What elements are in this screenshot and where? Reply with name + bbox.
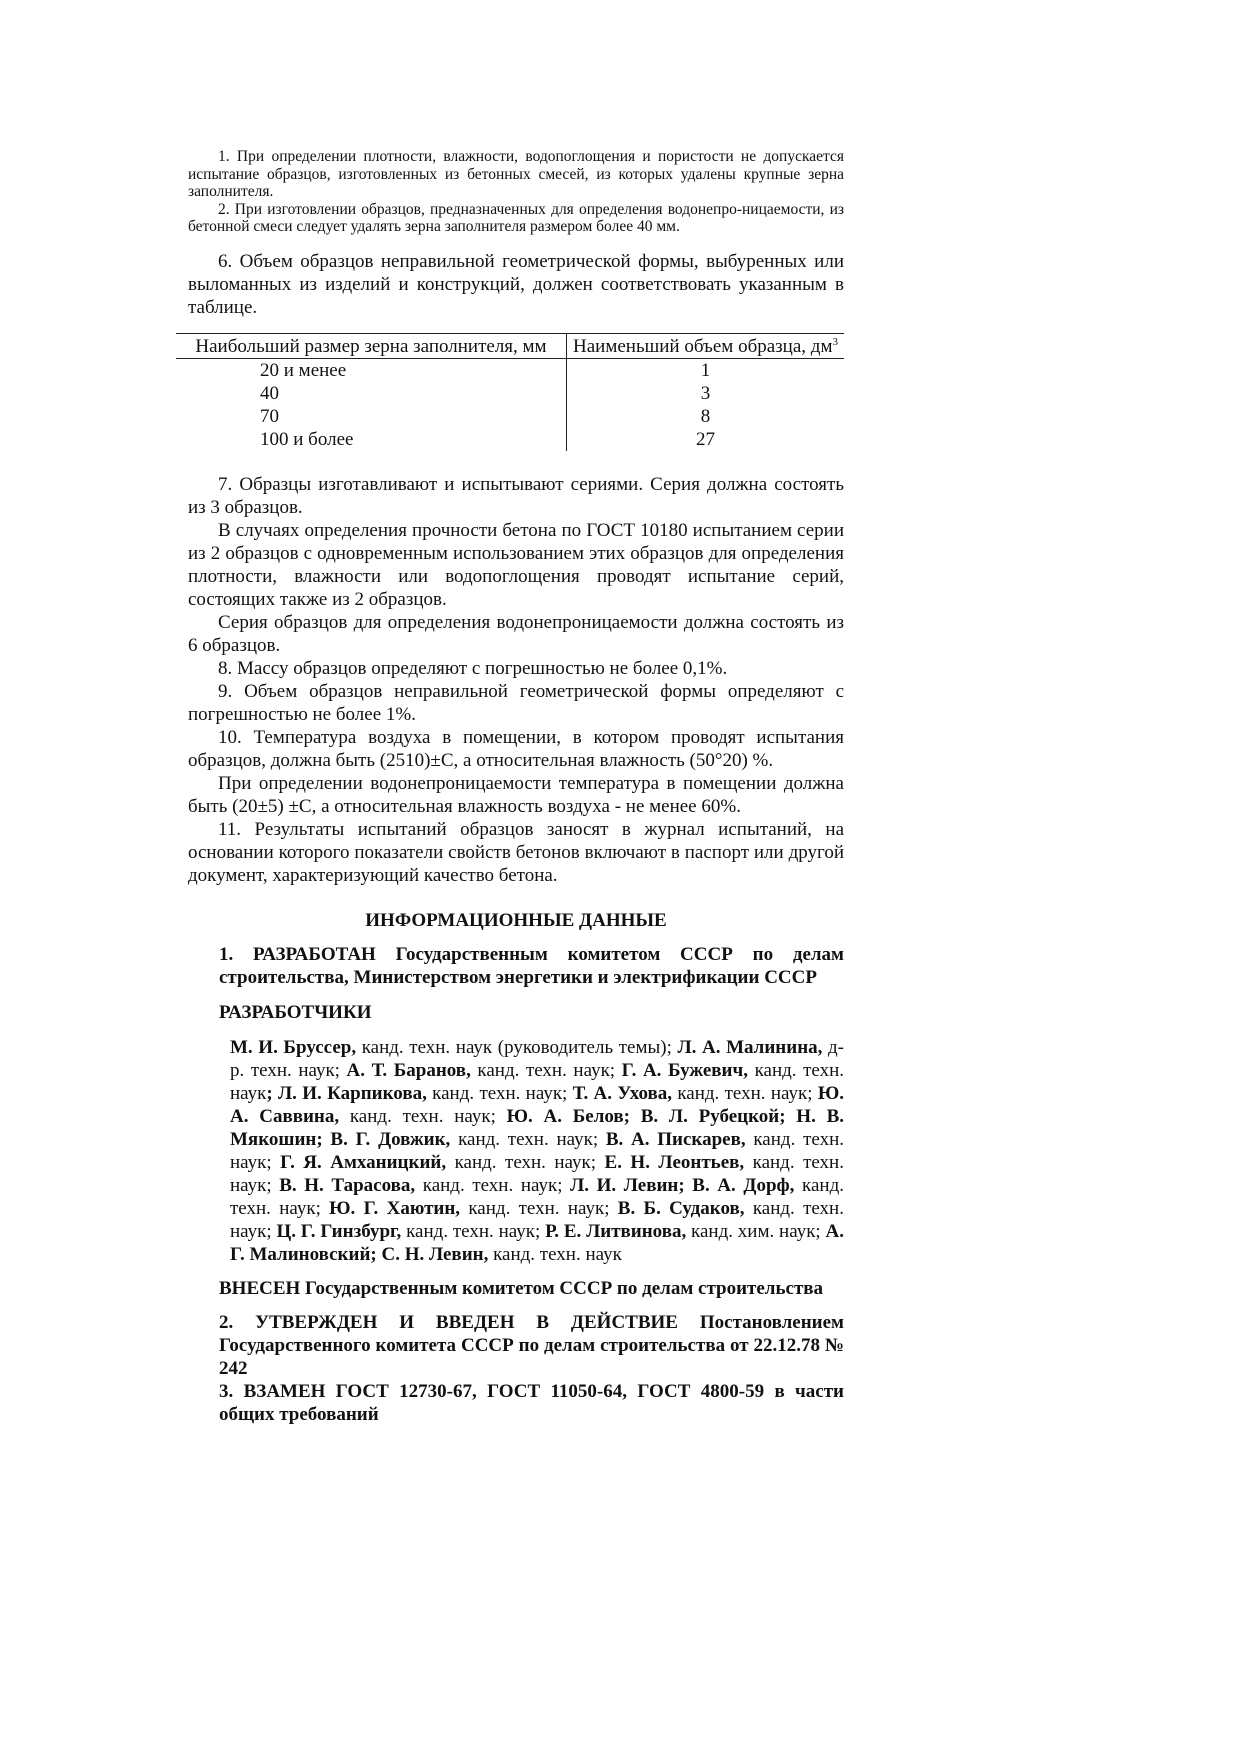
header-unit-superscript: 3 [832,335,838,348]
note-1: 1. При определении плотности, влажности, водопоглощения и пористости не допускается испытание образцов, изготовленных из бетонных смесей, из которых удалены крупные зерна заполнителя. [188,148,844,200]
author-degree: канд. техн. наук (руководитель темы); [356,1036,678,1058]
cell-min-volume: 1 [700,359,711,381]
cell-min-volume: 27 [696,428,715,450]
author-degree: канд. техн. наук; [230,1174,844,1219]
author-name: В. А. Пискарев, [605,1128,746,1150]
author-name: Л. И. Левин; В. А. Дорф, [570,1174,795,1196]
paragraph-7-waterproof: Серия образцов для определения водонепроницаемости должна состоять из 6 образцов. [188,611,844,656]
paragraph-6: 6. Объем образцов неправильной геометрической формы, выбуренных или выломанных из изделий и конструкций, должен соответствовать указанным в таблице. [188,250,844,318]
cell-grain-size: 70 [176,405,567,428]
cell-grain-size: 40 [176,382,567,405]
cell-grain-size: 100 и более [176,428,567,451]
author-name: В. Б. Судаков, [617,1197,745,1219]
author-name: Г. Я. Амханицкий, [280,1151,447,1173]
cell-min-volume: 8 [700,405,711,427]
author-degree: д-р. техн. наук; [230,1036,844,1081]
author-degree: канд. техн. наук; [426,1082,573,1104]
header-grain-size: Наибольший размер зерна заполнителя, мм [176,333,567,358]
author-degree: канд. техн. наук; [460,1197,618,1219]
author-name: Ц. Г. Гинзбург, [276,1220,402,1242]
table-row [176,358,844,382]
paragraph-7-strength: В случаях определения прочности бетона по ГОСТ 10180 испытанием серии из 2 образцов с одновременным использованием этих образцов для определения плотности, влажности или водопоглощения проводят испытание серий, состоящих также из 2 образцов. [188,519,844,610]
author-name: Т. А. Ухова, [572,1082,673,1104]
author-name: А. Т. Баранов, [346,1059,471,1081]
author-name: А. Г. Малиновский; С. Н. Левин, [230,1220,844,1265]
author-name: Р. Е. Литвинова, [545,1220,687,1242]
header-min-volume [567,333,845,358]
author-name: М. И. Бруссер, [230,1036,357,1058]
author-name: Е. Н. Леонтьев, [604,1151,745,1173]
paragraph-8: 8. Массу образцов определяют с погрешностью не более 0,1%. [218,657,728,679]
author-name: Г. А. Бужевич, [621,1059,748,1081]
authors-list [230,1036,844,1266]
sections-7-11 [188,473,844,887]
info-approved: 2. УТВЕРЖДЕН И ВВЕДЕН В ДЕЙСТВИЕ Постановлением Государственного комитета СССР по делам строительства от 22.12.78 № 242 [219,1311,844,1379]
developers-heading: РАЗРАБОТЧИКИ [219,1001,372,1023]
paragraph-10: 10. Температура воздуха в помещении, в котором проводят испытания образцов, должна быть (2510)±С, а относительная влажность (50°20) %. [188,726,844,771]
header-min-volume-text: Наименьший объем образца, дм [573,335,833,357]
author-degree: канд. хим. наук; [686,1220,826,1242]
author-degree: канд. техн. наук; [230,1197,844,1242]
author-degree: канд. техн. наук; [401,1220,546,1242]
author-degree: канд. техн. наук; [415,1174,571,1196]
paragraph-10-waterproof: При определении водонепроницаемости температура в помещении должна быть (20±5) ±С, а относительная влажность воздуха - не менее 60%. [188,772,844,817]
author-degree: канд. техн. наук; [672,1082,818,1104]
note-2: 2. При изготовлении образцов, предназначенных для определения водонепро-ницаемости, из бетонной смеси следует удалять зерна заполнителя размером более 40 мм. [188,200,844,235]
author-name: Ю. А. Белов; В. Л. Рубецкой; Н. В. Мякошин; В. Г. Довжик, [230,1105,844,1150]
paragraph-9: 9. Объем образцов неправильной геометрической формы определяют с погрешностью не более 1%. [188,680,844,725]
table-notes [188,148,844,236]
author-degree: канд. техн. наук; [446,1151,605,1173]
info-introduced-by: ВНЕСЕН Государственным комитетом СССР по делам строительства [219,1277,824,1299]
author-degree: канд. техн. наук; [470,1059,622,1081]
author-degree: канд. техн. наук; [230,1151,844,1196]
table-row [176,382,844,405]
info-heading: ИНФОРМАЦИОННЫЕ ДАННЫЕ [365,909,667,931]
table-row [176,428,844,451]
author-name: Ю. А. Саввина, [230,1082,844,1127]
author-degree: канд. техн. наук; [450,1128,606,1150]
info-replaces: 3. ВЗАМЕН ГОСТ 12730-67, ГОСТ 11050-64, ГОСТ 4800-59 в части общих требований [219,1380,844,1425]
author-name: ; Л. И. Карпикова, [266,1082,427,1104]
cell-grain-size: 20 и менее [176,358,567,382]
author-degree: канд. техн. наук [230,1059,845,1104]
paragraph-7: 7. Образцы изготавливают и испытывают сериями. Серия должна состоять из 3 образцов. [188,473,844,518]
document-page [188,148,844,1426]
section-6 [188,250,844,319]
table-header-row [176,333,844,358]
author-degree: канд. техн. наук; [339,1105,507,1127]
author-name: В. Н. Тарасова, [279,1174,416,1196]
paragraph-11: 11. Результаты испытаний образцов заносят в журнал испытаний, на основании которого показатели свойств бетонов включают в паспорт или другой документ, характеризующий качество бетона. [188,818,844,886]
author-degree: канд. техн. наук; [230,1128,844,1173]
info-developed-by: 1. РАЗРАБОТАН Государственным комитетом СССР по делам строительства, Министерством энергетики и электрификации СССР [219,943,844,988]
cell-min-volume: 3 [700,382,711,404]
author-degree: канд. техн. наук [488,1243,622,1265]
author-name: Л. А. Малинина, [677,1036,823,1058]
author-name: Ю. Г. Хаютин, [329,1197,461,1219]
table-row [176,405,844,428]
sample-volume-table [176,333,844,451]
